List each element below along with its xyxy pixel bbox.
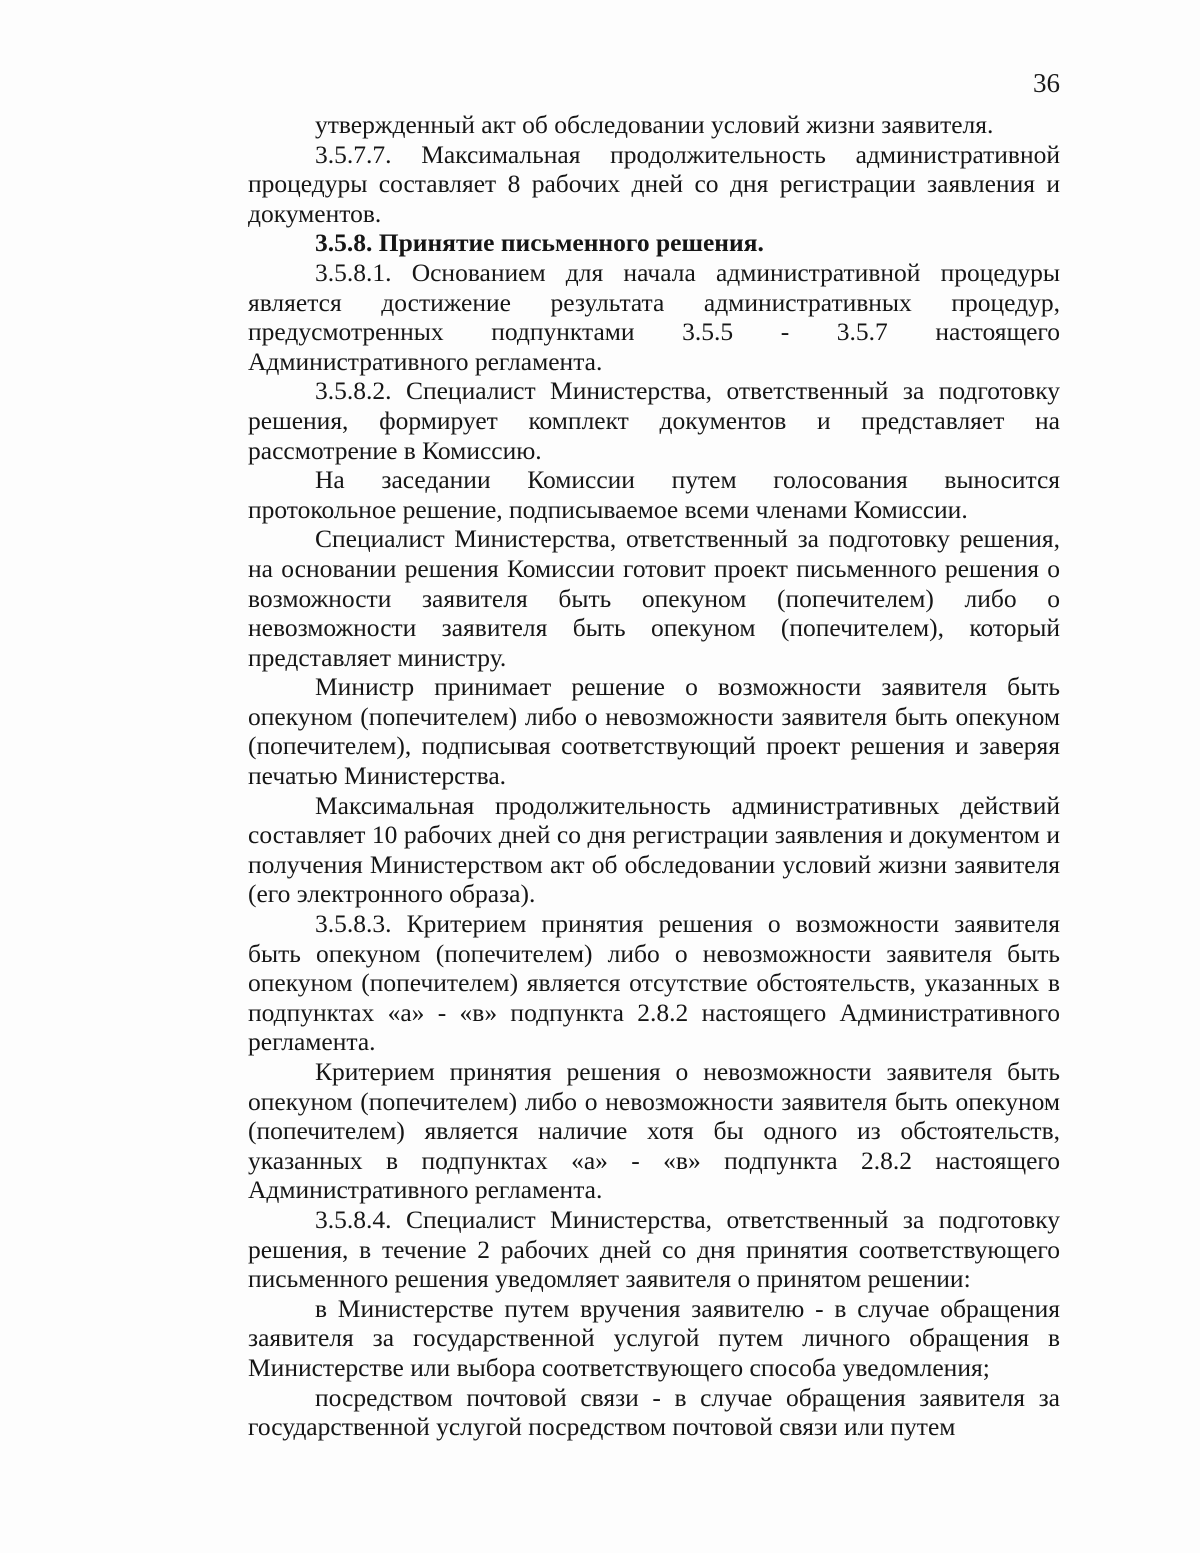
- paragraph-3-5-8-3: 3.5.8.3. Критерием принятия решения о возможности заявителя быть опекуном (попечителем) либо о невозможности заявителя быть опекуном (попечителем) является отсутствие обстоятельств, указанных в подпунктах «а» - «в» подпункта 2.8.2 настоящего Административного регламента.: [248, 909, 1060, 1057]
- paragraph-refusal-criterion: Критерием принятия решения о невозможности заявителя быть опекуном (попечителем) либо о невозможности заявителя быть опекуном (попечителем) является наличие хотя бы одного из обстоятельств, указанных в подпунктах «а» - «в» подпункта 2.8.2 настоящего Административного регламента.: [248, 1057, 1060, 1205]
- paragraph-minister-decision: Министр принимает решение о возможности заявителя быть опекуном (попечителем) либо о невозможности заявителя быть опекуном (попечителем), подписывая соответствующий проект решения и заверяя печатью Министерства.: [248, 672, 1060, 791]
- document-body: [248, 110, 1060, 1442]
- paragraph-postal-notice: посредством почтовой связи - в случае обращения заявителя за государственной услугой посредством почтовой связи или путем: [248, 1382, 1060, 1442]
- paragraph-3-5-7-7: 3.5.7.7. Максимальная продолжительность административной процедуры составляет 8 рабочих дней со дня регистрации заявления и документов.: [248, 139, 1060, 228]
- section-heading-3-5-8: 3.5.8. Принятие письменного решения.: [315, 228, 764, 258]
- paragraph-3-5-8-4: 3.5.8.4. Специалист Министерства, ответственный за подготовку решения, в течение 2 рабочих дней со дня принятия соответствующего письменного решения уведомляет заявителя о принятом решении:: [248, 1204, 1060, 1294]
- page-number: 36: [1033, 68, 1060, 98]
- paragraph-in-person-notice: в Министерстве путем вручения заявителю - в случае обращения заявителя за государственной услугой путем личного обращения в Министерстве или выбора соответствующего способа уведомления;: [248, 1293, 1060, 1382]
- paragraph-3-5-8-1: 3.5.8.1. Основанием для начала административной процедуры является достижение результата административных процедур, предусмотренных подпунктами 3.5.5 - 3.5.7 настоящего Административного регламента.: [248, 257, 1060, 376]
- paragraph-3-5-8-2: 3.5.8.2. Специалист Министерства, ответственный за подготовку решения, формирует комплект документов и представляет на рассмотрение в Комиссию.: [248, 376, 1060, 465]
- paragraph-draft-decision: Специалист Министерства, ответственный за подготовку решения, на основании решения Комиссии готовит проект письменного решения о возможности заявителя быть опекуном (попечителем) либо о невозможности заявителя быть опекуном (попечителем), который представляет министру.: [248, 524, 1060, 672]
- paragraph-max-duration: Максимальная продолжительность административных действий составляет 10 рабочих дней со дня регистрации заявления и документом и получения Министерством акт об обследовании условий жизни заявителя (его электронного образа).: [248, 790, 1060, 909]
- paragraph-commission-vote: На заседании Комиссии путем голосования выносится протокольное решение, подписываемое всеми членами Комиссии.: [248, 465, 1060, 524]
- paragraph-act-continuation: утвержденный акт об обследовании условий жизни заявителя.: [315, 110, 994, 139]
